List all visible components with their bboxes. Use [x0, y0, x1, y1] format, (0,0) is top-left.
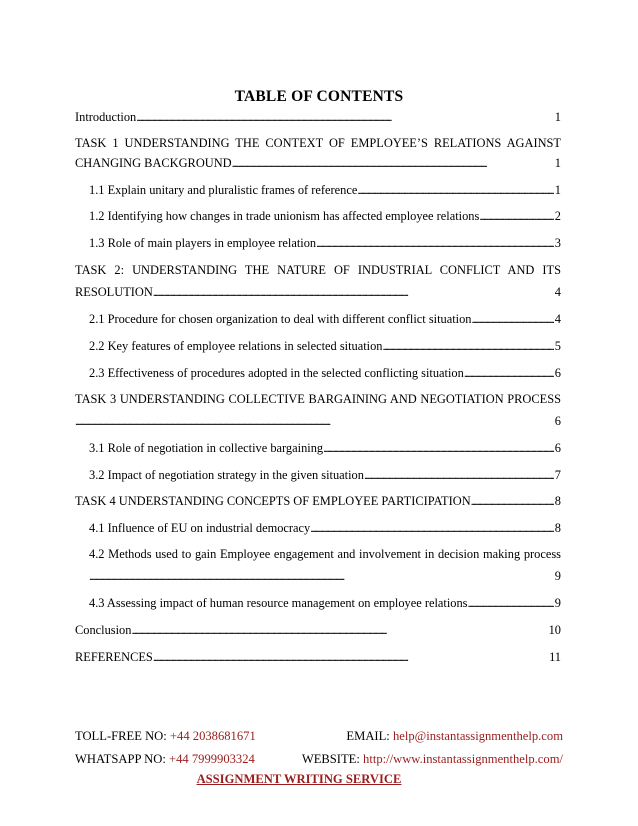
toc-entry-text: 2.1 Procedure for chosen organization to deal with different conflict situation: [89, 312, 472, 326]
tollfree-info: [75, 729, 256, 744]
dot-leader: [136, 110, 554, 125]
toc-entry-1-2[interactable]: [89, 209, 561, 224]
toc-entry-text: Introduction: [75, 110, 137, 124]
toc-entry-references[interactable]: [75, 650, 561, 665]
toc-entry-2-1[interactable]: [89, 312, 561, 327]
dot-leader: [131, 623, 547, 638]
toc-entry-1-1[interactable]: [89, 183, 561, 198]
dot-leader: [479, 209, 553, 224]
dot-leader: [471, 494, 554, 509]
website-info: [302, 752, 563, 767]
dot-leader: [364, 468, 554, 483]
toc-page-number: 4: [554, 285, 561, 299]
toc-entry-2-3[interactable]: [89, 366, 561, 381]
toc-entry-text: 1.2 Identifying how changes in trade unionism has affected employee relations: [89, 209, 480, 223]
toc-entry-2-2[interactable]: [89, 339, 561, 354]
toc-page-number: 1: [554, 156, 561, 170]
toc-entry-4-1[interactable]: [89, 521, 561, 536]
toc-entry-task1[interactable]: [75, 156, 561, 171]
toc-page-number: 6: [554, 441, 561, 455]
toc-entry-3-2[interactable]: [89, 468, 561, 483]
tollfree-label: TOLL-FREE NO:: [75, 729, 170, 743]
toc-entry-task3-line1[interactable]: TASK 3 UNDERSTANDING COLLECTIVE BARGAINING AND NEGOTIATION PROCESS: [75, 392, 561, 406]
toc-page-number: 11: [549, 650, 561, 664]
toc-page-number: 9: [554, 569, 561, 583]
dot-leader: [89, 569, 554, 584]
toc-entry-task2-line1[interactable]: TASK 2: UNDERSTANDING THE NATURE OF INDUSTRIAL CONFLICT AND ITS: [75, 263, 561, 277]
dot-leader: [464, 366, 554, 381]
whatsapp-number[interactable]: +44 7999903324: [169, 752, 255, 766]
toc-entry-text: 3.2 Impact of negotiation strategy in the given situation: [89, 468, 364, 482]
toc-entry-text: CHANGING BACKGROUND: [75, 156, 232, 170]
toc-page-number: 8: [554, 494, 561, 508]
website-label: WEBSITE:: [301, 752, 364, 766]
toc-title: TABLE OF CONTENTS: [234, 88, 404, 105]
toc-page-number: 10: [548, 623, 561, 637]
dot-leader: [357, 183, 553, 198]
toc-page-number: 8: [554, 521, 561, 535]
toc-page-number: 4: [554, 312, 561, 326]
toc-entry-4-2[interactable]: [89, 569, 561, 584]
toc-entry-text: 2.2 Key features of employee relations in selected situation: [89, 339, 383, 353]
toc-entry-text: REFERENCES: [75, 650, 153, 664]
email-label: EMAIL:: [346, 729, 393, 743]
toc-page-number: 9: [554, 596, 561, 610]
toc-page-number: 2: [554, 209, 561, 223]
toc-entry-text: 3.1 Role of negotiation in collective bargaining: [89, 441, 324, 455]
toc-page-number: 3: [554, 236, 561, 250]
dot-leader: [468, 596, 554, 611]
dot-leader: [75, 414, 554, 429]
toc-entry-text: Conclusion: [75, 623, 132, 637]
dot-leader: [232, 156, 554, 171]
dot-leader: [153, 285, 554, 300]
toc-entry-1-3[interactable]: [89, 236, 561, 251]
toc-entry-task1-line1[interactable]: TASK 1 UNDERSTANDING THE CONTEXT OF EMPLOYEE’S RELATIONS AGAINST: [75, 136, 561, 150]
dot-leader: [153, 650, 548, 665]
toc-page-number: 5: [554, 339, 561, 353]
toc-entry-4-3[interactable]: [89, 596, 561, 611]
email-info: [346, 729, 563, 744]
toc-entry-text: 4.1 Influence of EU on industrial democracy: [89, 521, 311, 535]
toc-page-number: 6: [554, 366, 561, 380]
email-link[interactable]: help@instantassignmenthelp.com: [392, 729, 563, 743]
dot-leader: [310, 521, 554, 536]
tollfree-number[interactable]: +44 2038681671: [169, 729, 256, 743]
toc-entry-text: TASK 4 UNDERSTANDING CONCEPTS OF EMPLOYEE PARTICIPATION: [75, 494, 471, 508]
toc-entry-4-2-line1[interactable]: 4.2 Methods used to gain Employee engagement and involvement in decision making process: [89, 547, 561, 561]
toc-entry-text: 4.3 Assessing impact of human resource management on employee relations: [89, 596, 468, 610]
service-banner-link[interactable]: ASSIGNMENT WRITING SERVICE: [196, 772, 402, 786]
toc-entry-3-1[interactable]: [89, 441, 561, 456]
toc-entry-text: 1.1 Explain unitary and pluralistic frames of reference: [89, 183, 358, 197]
dot-leader: [383, 339, 554, 354]
toc-page-number: 1: [554, 183, 561, 197]
dot-leader: [472, 312, 554, 327]
toc-entry-text: RESOLUTION: [75, 285, 153, 299]
toc-entry-introduction[interactable]: [75, 110, 561, 125]
toc-entry-task3[interactable]: [75, 414, 561, 429]
website-link[interactable]: http://www.instantassignmenthelp.com/: [363, 752, 563, 766]
dot-leader: [316, 236, 554, 251]
toc-page-number: 7: [554, 468, 561, 482]
toc-entry-task2[interactable]: [75, 285, 561, 300]
whatsapp-info: [75, 752, 255, 767]
toc-entry-text: 1.3 Role of main players in employee relation: [89, 236, 317, 250]
toc-page-number: 6: [554, 414, 561, 428]
toc-page-number: 1: [554, 110, 561, 124]
dot-leader: [323, 441, 554, 456]
whatsapp-label: WHATSAPP NO:: [75, 752, 169, 766]
toc-entry-task4[interactable]: [75, 494, 561, 509]
toc-entry-conclusion[interactable]: [75, 623, 561, 638]
toc-entry-text: 2.3 Effectiveness of procedures adopted in the selected conflicting situation: [89, 366, 464, 380]
